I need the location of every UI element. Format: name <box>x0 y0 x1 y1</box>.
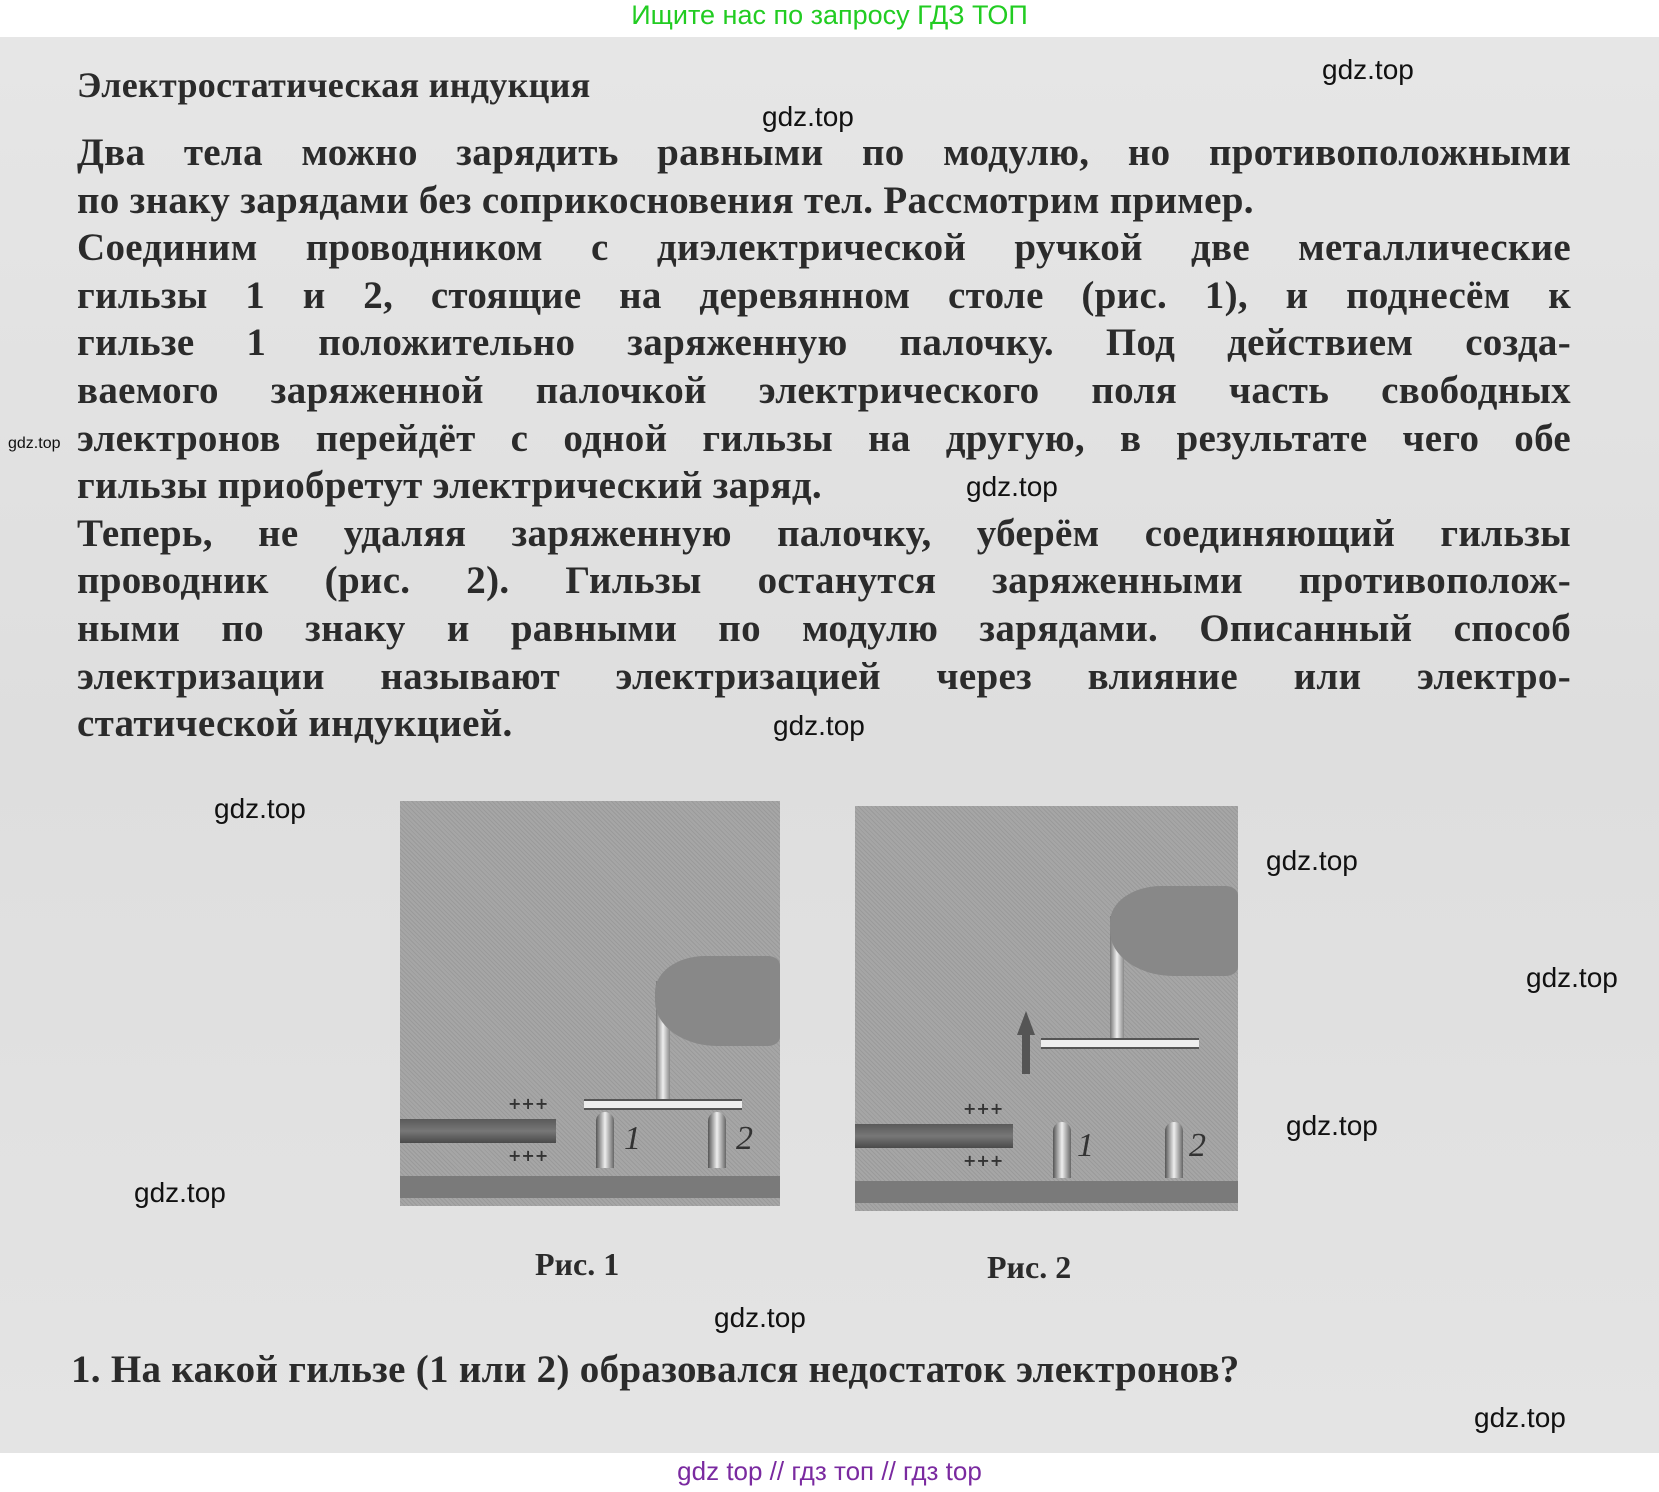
watermark: gdz.top <box>966 471 1058 502</box>
charged-rod <box>855 1124 1013 1148</box>
top-banner[interactable]: Ищите нас по запросу ГДЗ ТОП <box>631 0 1028 30</box>
textbook-page <box>0 37 1659 1453</box>
paragraph-line: электризации называют электризацией через влияние или электро- <box>77 654 1571 698</box>
arrow-up-icon <box>1017 1011 1035 1035</box>
watermark: gdz.top <box>1474 1402 1566 1433</box>
watermark: gdz.top <box>1286 1110 1378 1141</box>
sleeve-2 <box>708 1112 726 1168</box>
figure-1-image <box>400 801 780 1206</box>
charge-label: +++ <box>963 1099 1004 1118</box>
paragraph-line: статической индукцией. <box>77 702 513 746</box>
paragraph-line: ваемого заряженной палочкой электрического поля часть свободных <box>77 369 1571 412</box>
sleeve-1 <box>596 1112 614 1168</box>
sleeve-label: 1 <box>624 1120 641 1157</box>
figure-2-image <box>855 806 1238 1211</box>
watermark: gdz.top <box>8 435 61 452</box>
arrow-shaft <box>1022 1034 1030 1074</box>
watermark: gdz.top <box>773 710 865 741</box>
paragraph-line: электронов перейдёт с одной гильзы на другую, в результате чего обе <box>77 416 1571 460</box>
hand <box>655 956 780 1046</box>
section-title: Электростатическая индукция <box>77 65 591 105</box>
watermark: gdz.top <box>1526 962 1618 993</box>
figure-2-caption: Рис. 2 <box>987 1249 1072 1285</box>
hand <box>1110 886 1238 976</box>
paragraph-line: по знаку зарядами без соприкосновения тел. Рассмотрим пример. <box>77 178 1254 222</box>
charged-rod <box>400 1119 556 1143</box>
watermark: gdz.top <box>714 1302 806 1333</box>
paragraph-line: гильзе 1 положительно заряженную палочку. Под действием созда- <box>77 321 1571 365</box>
charge-label: +++ <box>508 1094 549 1113</box>
watermark: gdz.top <box>134 1177 226 1208</box>
bottom-banner[interactable]: gdz top // гдз топ // гдз top <box>677 1456 982 1486</box>
sleeve-label: 1 <box>1077 1127 1094 1164</box>
sleeve-1 <box>1053 1122 1071 1178</box>
paragraph-line: проводник (рис. 2). Гильзы останутся заряженными противополож- <box>77 559 1571 603</box>
watermark: gdz.top <box>214 793 306 824</box>
watermark: gdz.top <box>1266 845 1358 876</box>
paragraph-line: гильзы 1 и 2, стоящие на деревянном столе (рис. 1), и поднесём к <box>77 273 1571 317</box>
paragraph-line: Соединим проводником с диэлектрической ручкой две металлические <box>77 226 1571 270</box>
conductor <box>1041 1038 1199 1049</box>
question-1: 1. На какой гильзе (1 или 2) образовался недостаток электронов? <box>71 1348 1240 1391</box>
sleeve-2 <box>1165 1122 1183 1178</box>
charge-label: +++ <box>963 1151 1004 1170</box>
table-surface <box>400 1176 780 1198</box>
paragraph-line: Теперь, не удаляя заряженную палочку, уберём соединяющий гильзы <box>77 511 1571 555</box>
sleeve-label: 2 <box>736 1120 753 1157</box>
sleeve-label: 2 <box>1189 1127 1206 1164</box>
conductor <box>584 1099 742 1110</box>
paragraph-line: гильзы приобретут электрический заряд. <box>77 464 822 508</box>
charge-label: +++ <box>508 1146 549 1165</box>
watermark: gdz.top <box>762 101 854 132</box>
figure-1-caption: Рис. 1 <box>535 1246 620 1282</box>
watermark: gdz.top <box>1322 54 1414 85</box>
table-surface <box>855 1181 1238 1203</box>
paragraph-line: ными по знаку и равными по модулю зарядами. Описанный способ <box>77 607 1571 650</box>
paragraph-line: Два тела можно зарядить равными по модулю, но противоположными <box>77 131 1571 174</box>
